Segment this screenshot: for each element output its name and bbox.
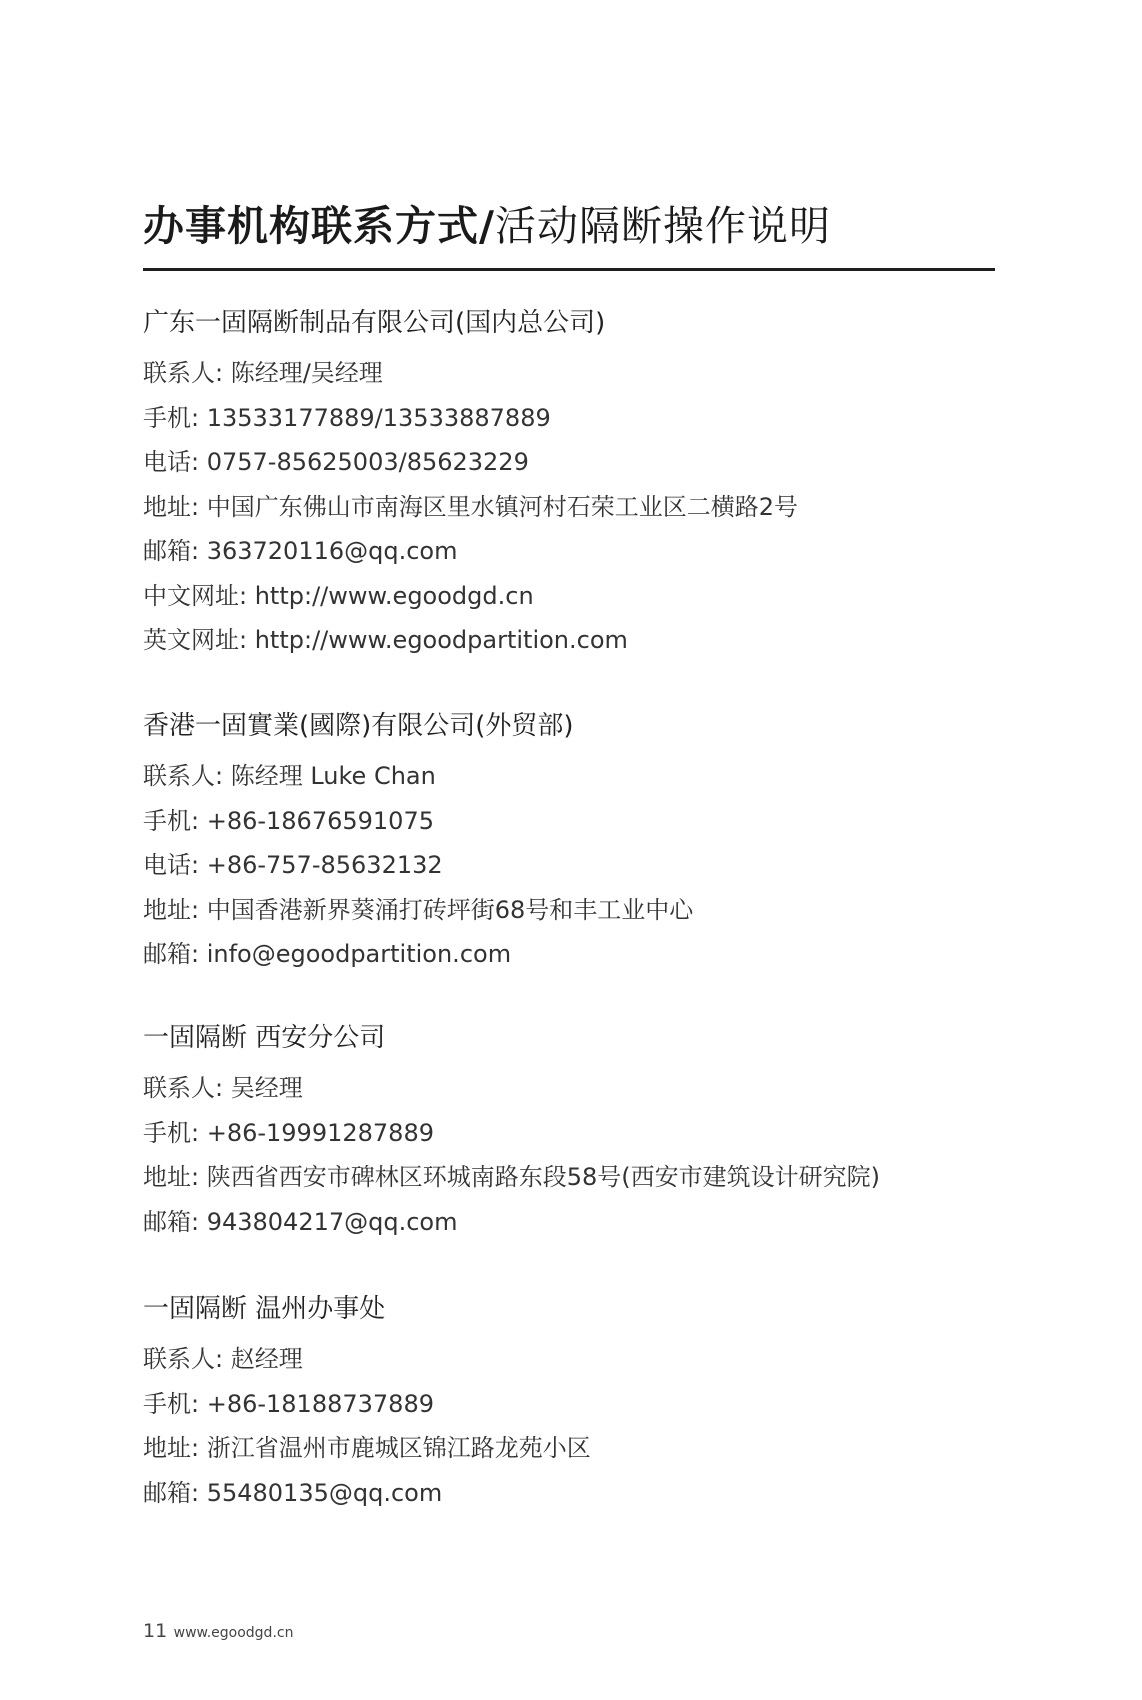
email: 邮箱: 363720116@qq.com [143,537,458,565]
office-name: 广东一固隔断制品有限公司(国内总公司) [143,308,606,338]
email: 邮箱: info@egoodpartition.com [143,940,512,968]
contact-person: 联系人: 赵经理 [143,1345,303,1373]
phone-number: 电话: 0757-85625003/85623229 [143,448,529,476]
office-name: 一固隔断 温州办事处 [143,1294,386,1324]
page-title-regular: 活动隔断操作说明 [494,202,831,250]
mobile-number: 手机: 13533177889/13533887889 [143,403,551,432]
mobile-number: 手机: +86-18676591075 [143,806,434,835]
office-guangdong [143,305,1043,663]
office-xian [143,1020,1043,1244]
footer-website: www.egoodgd.cn [173,1625,294,1641]
office-wenzhou [143,1291,1043,1515]
mobile-number: 手机: +86-19991287889 [143,1118,434,1147]
email: 邮箱: 55480135@qq.com [143,1478,443,1507]
office-name: 一固隔断 西安分公司 [143,1023,386,1053]
address: 地址: 浙江省温州市鹿城区锦江路龙苑小区 [143,1434,591,1462]
chinese-website: 中文网址: http://www.egoodgd.cn [143,581,534,610]
page-title [143,196,831,256]
contact-person: 联系人: 吴经理 [143,1074,303,1102]
address: 地址: 中国广东佛山市南海区里水镇河村石荣工业区二横路2号 [143,492,798,521]
title-divider [143,268,995,271]
page-footer [143,1620,293,1642]
phone-number: 电话: +86-757-85632132 [143,851,443,879]
page-number: 11 [143,1620,168,1642]
contact-person: 联系人: 陈经理/吴经理 [143,359,383,387]
mobile-number: 手机: +86-18188737889 [143,1389,434,1418]
office-name: 香港一固實業(國際)有限公司(外贸部) [143,711,574,741]
contact-person: 联系人: 陈经理 Luke Chan [143,762,436,790]
address: 地址: 中国香港新界葵涌打砖坪街68号和丰工业中心 [143,895,694,924]
english-website: 英文网址: http://www.egoodpartition.com [143,626,628,654]
email: 邮箱: 943804217@qq.com [143,1207,458,1236]
page-title-bold: 办事机构联系方式/ [143,202,495,250]
address: 地址: 陕西省西安市碑林区环城南路东段58号(西安市建筑设计研究院) [143,1163,880,1191]
office-hongkong [143,708,1043,977]
